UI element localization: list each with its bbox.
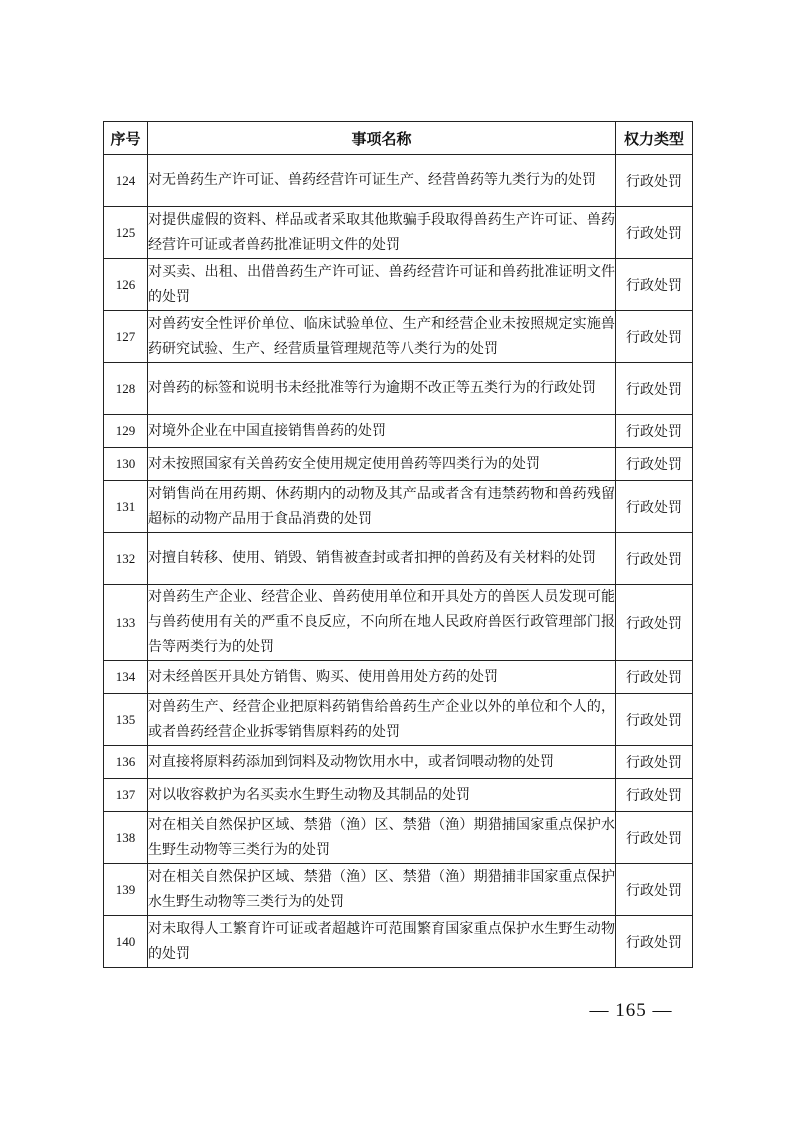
row-item-name: 对境外企业在中国直接销售兽药的处罚 <box>148 415 616 448</box>
row-item-name: 对在相关自然保护区域、禁猎（渔）区、禁猎（渔）期猎捕非国家重点保护水生野生动物等三类行为的处罚 <box>148 864 616 916</box>
row-item-name: 对在相关自然保护区域、禁猎（渔）区、禁猎（渔）期猎捕国家重点保护水生野生动物等三类行为的处罚 <box>148 812 616 864</box>
row-number: 132 <box>104 533 148 585</box>
row-item-name: 对未取得人工繁育许可证或者超越许可范围繁育国家重点保护水生野生动物的处罚 <box>148 916 616 968</box>
row-number: 129 <box>104 415 148 448</box>
table-row <box>104 259 693 311</box>
row-number: 125 <box>104 207 148 259</box>
page-number: — 165 — <box>589 1000 673 1021</box>
table-row <box>104 661 693 694</box>
row-item-name: 对兽药安全性评价单位、临床试验单位、生产和经营企业未按照规定实施兽药研究试验、生产、经营质量管理规范等八类行为的处罚 <box>148 311 616 363</box>
row-number: 137 <box>104 779 148 812</box>
row-authority-type: 行政处罚 <box>616 746 693 779</box>
row-number: 138 <box>104 812 148 864</box>
row-item-name: 对无兽药生产许可证、兽药经营许可证生产、经营兽药等九类行为的处罚 <box>148 155 616 207</box>
table-row <box>104 694 693 746</box>
row-item-name: 对擅自转移、使用、销毁、销售被查封或者扣押的兽药及有关材料的处罚 <box>148 533 616 585</box>
row-authority-type: 行政处罚 <box>616 864 693 916</box>
row-item-name: 对买卖、出租、出借兽药生产许可证、兽药经营许可证和兽药批准证明文件的处罚 <box>148 259 616 311</box>
header-name: 事项名称 <box>148 122 616 155</box>
row-item-name: 对兽药的标签和说明书未经批准等行为逾期不改正等五类行为的行政处罚 <box>148 363 616 415</box>
table-row <box>104 779 693 812</box>
row-authority-type: 行政处罚 <box>616 585 693 661</box>
row-authority-type: 行政处罚 <box>616 916 693 968</box>
row-number: 126 <box>104 259 148 311</box>
table-row <box>104 311 693 363</box>
header-number: 序号 <box>104 122 148 155</box>
row-authority-type: 行政处罚 <box>616 207 693 259</box>
table-row <box>104 812 693 864</box>
table-row <box>104 481 693 533</box>
row-item-name: 对直接将原料药添加到饲料及动物饮用水中，或者饲喂动物的处罚 <box>148 746 616 779</box>
table-row <box>104 746 693 779</box>
row-number: 127 <box>104 311 148 363</box>
row-authority-type: 行政处罚 <box>616 259 693 311</box>
row-number: 128 <box>104 363 148 415</box>
row-authority-type: 行政处罚 <box>616 481 693 533</box>
row-number: 124 <box>104 155 148 207</box>
row-number: 131 <box>104 481 148 533</box>
table-row <box>104 207 693 259</box>
row-number: 139 <box>104 864 148 916</box>
table-row <box>104 155 693 207</box>
row-authority-type: 行政处罚 <box>616 694 693 746</box>
row-item-name: 对未经兽医开具处方销售、购买、使用兽用处方药的处罚 <box>148 661 616 694</box>
table-row <box>104 363 693 415</box>
row-item-name: 对以收容救护为名买卖水生野生动物及其制品的处罚 <box>148 779 616 812</box>
row-number: 140 <box>104 916 148 968</box>
row-authority-type: 行政处罚 <box>616 155 693 207</box>
row-item-name: 对未按照国家有关兽药安全使用规定使用兽药等四类行为的处罚 <box>148 448 616 481</box>
row-authority-type: 行政处罚 <box>616 448 693 481</box>
table-row <box>104 448 693 481</box>
row-authority-type: 行政处罚 <box>616 533 693 585</box>
row-authority-type: 行政处罚 <box>616 661 693 694</box>
table-body <box>104 155 693 968</box>
authority-items-table <box>103 121 693 968</box>
row-number: 136 <box>104 746 148 779</box>
row-number: 130 <box>104 448 148 481</box>
row-item-name: 对提供虚假的资料、样品或者采取其他欺骗手段取得兽药生产许可证、兽药经营许可证或者兽药批准证明文件的处罚 <box>148 207 616 259</box>
row-authority-type: 行政处罚 <box>616 311 693 363</box>
table-row <box>104 415 693 448</box>
row-item-name: 对兽药生产、经营企业把原料药销售给兽药生产企业以外的单位和个人的，或者兽药经营企业拆零销售原料药的处罚 <box>148 694 616 746</box>
table-row <box>104 533 693 585</box>
row-item-name: 对兽药生产企业、经营企业、兽药使用单位和开具处方的兽医人员发现可能与兽药使用有关的严重不良反应，不向所在地人民政府兽医行政管理部门报告等两类行为的处罚 <box>148 585 616 661</box>
table-row <box>104 916 693 968</box>
table-header-row <box>104 122 693 155</box>
row-authority-type: 行政处罚 <box>616 363 693 415</box>
header-type: 权力类型 <box>616 122 693 155</box>
row-authority-type: 行政处罚 <box>616 812 693 864</box>
row-item-name: 对销售尚在用药期、休药期内的动物及其产品或者含有违禁药物和兽药残留超标的动物产品用于食品消费的处罚 <box>148 481 616 533</box>
table-row <box>104 585 693 661</box>
row-number: 134 <box>104 661 148 694</box>
row-authority-type: 行政处罚 <box>616 415 693 448</box>
table-row <box>104 864 693 916</box>
row-number: 135 <box>104 694 148 746</box>
row-number: 133 <box>104 585 148 661</box>
row-authority-type: 行政处罚 <box>616 779 693 812</box>
